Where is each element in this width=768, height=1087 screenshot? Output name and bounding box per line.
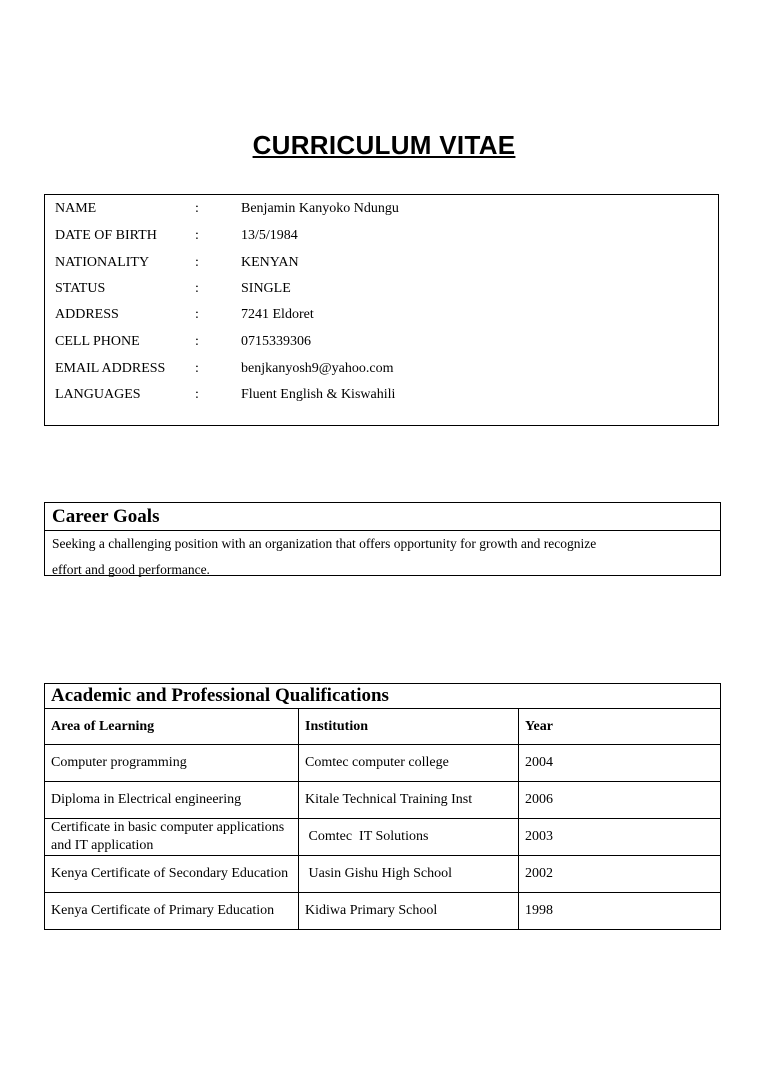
field-colon: : bbox=[195, 334, 199, 349]
field-colon: : bbox=[195, 281, 199, 296]
area-cell: Certificate in basic computer applications and IT application bbox=[45, 819, 299, 856]
year-cell: 1998 bbox=[519, 893, 721, 930]
field-value: 13/5/1984 bbox=[241, 228, 298, 243]
field-value: SINGLE bbox=[241, 281, 291, 296]
page-title: CURRICULUM VITAE bbox=[252, 130, 516, 160]
field-colon: : bbox=[195, 255, 199, 270]
year-cell: 2002 bbox=[519, 856, 721, 893]
field-value: 0715339306 bbox=[241, 334, 311, 349]
institution-cell: Comtec IT Solutions bbox=[299, 819, 519, 856]
personal-details-box bbox=[44, 194, 719, 426]
column-header-institution: Institution bbox=[299, 709, 519, 745]
field-colon: : bbox=[195, 228, 199, 243]
area-cell: Kenya Certificate of Secondary Education bbox=[45, 856, 299, 893]
field-colon: : bbox=[195, 361, 199, 376]
career-goals-section bbox=[44, 502, 721, 576]
column-header-area: Area of Learning bbox=[45, 709, 299, 745]
table-row bbox=[45, 819, 721, 856]
area-cell: Computer programming bbox=[45, 745, 299, 782]
area-cell: Diploma in Electrical engineering bbox=[45, 782, 299, 819]
field-value: benjkanyosh9@yahoo.com bbox=[241, 361, 394, 376]
qualifications-heading: Academic and Professional Qualifications bbox=[45, 684, 721, 709]
field-value: 7241 Eldoret bbox=[241, 307, 314, 322]
year-cell: 2006 bbox=[519, 782, 721, 819]
field-colon: : bbox=[195, 387, 199, 402]
field-label: LANGUAGES bbox=[55, 387, 141, 402]
field-label: ADDRESS bbox=[55, 307, 119, 322]
institution-cell: Uasin Gishu High School bbox=[299, 856, 519, 893]
field-label: NAME bbox=[55, 201, 97, 216]
institution-cell: Comtec computer college bbox=[299, 745, 519, 782]
table-row bbox=[45, 745, 721, 782]
career-goals-heading: Career Goals bbox=[45, 503, 720, 531]
career-goals-line: effort and good performance. bbox=[52, 562, 210, 577]
field-label: NATIONALITY bbox=[55, 255, 150, 270]
field-colon: : bbox=[195, 201, 199, 216]
qualifications-table bbox=[44, 683, 721, 930]
field-label: EMAIL ADDRESS bbox=[55, 361, 166, 376]
field-colon: : bbox=[195, 307, 199, 322]
institution-cell: Kitale Technical Training Inst bbox=[299, 782, 519, 819]
table-row bbox=[45, 782, 721, 819]
field-label: CELL PHONE bbox=[55, 334, 140, 349]
year-cell: 2004 bbox=[519, 745, 721, 782]
column-header-year: Year bbox=[519, 709, 721, 745]
year-cell: 2003 bbox=[519, 819, 721, 856]
area-cell: Kenya Certificate of Primary Education bbox=[45, 893, 299, 930]
field-label: STATUS bbox=[55, 281, 106, 296]
field-label: DATE OF BIRTH bbox=[55, 228, 157, 243]
table-row bbox=[45, 893, 721, 930]
career-goals-text bbox=[45, 531, 720, 583]
field-value: Benjamin Kanyoko Ndungu bbox=[241, 201, 399, 216]
career-goals-line: Seeking a challenging position with an organization that offers opportunity for growth and recognize bbox=[52, 536, 597, 551]
field-value: KENYAN bbox=[241, 255, 299, 270]
institution-cell: Kidiwa Primary School bbox=[299, 893, 519, 930]
table-row bbox=[45, 856, 721, 893]
field-value: Fluent English & Kiswahili bbox=[241, 387, 396, 402]
